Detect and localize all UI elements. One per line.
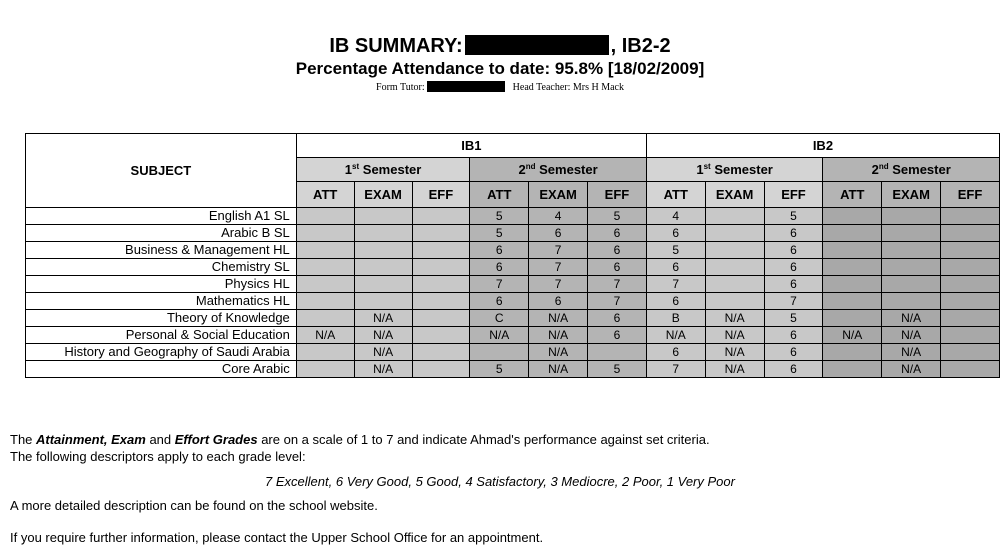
subject-name: Physics HL xyxy=(26,276,297,293)
redacted-student-name xyxy=(465,35,609,55)
grade-cell: N/A xyxy=(529,344,588,361)
grade-cell xyxy=(412,344,470,361)
grade-cell xyxy=(588,344,647,361)
table-row xyxy=(26,293,1000,310)
grade-cell xyxy=(296,276,354,293)
semester-ordinal-suffix: st xyxy=(352,162,360,171)
column-header-eff: EFF xyxy=(941,182,1000,208)
grade-cell: 6 xyxy=(588,310,647,327)
grade-cell: N/A xyxy=(354,361,412,378)
semester-header-4 xyxy=(823,158,1000,182)
footer-text: are on a scale of 1 to 7 and indicate Ahmad's performance against set criteria. xyxy=(257,432,710,447)
year-header-ib1: IB1 xyxy=(296,134,646,158)
subject-name: History and Geography of Saudi Arabia xyxy=(26,344,297,361)
semester-word: Semester xyxy=(714,162,773,177)
title-prefix: IB SUMMARY: xyxy=(329,35,463,57)
grade-cell: 6 xyxy=(646,293,705,310)
grade-cell xyxy=(941,208,1000,225)
grade-cell: B xyxy=(646,310,705,327)
title-suffix: , IB2-2 xyxy=(610,35,671,57)
grade-cell xyxy=(705,259,764,276)
grade-cell xyxy=(941,344,1000,361)
grade-cell xyxy=(941,259,1000,276)
grade-cell xyxy=(823,344,882,361)
grade-cell: 4 xyxy=(529,208,588,225)
grades-body xyxy=(26,208,1000,378)
grade-cell xyxy=(354,208,412,225)
footer-website-note: A more detailed description can be found on the school website. xyxy=(10,498,378,513)
column-header-exam: EXAM xyxy=(705,182,764,208)
semester-ordinal: 1 xyxy=(344,162,353,177)
grade-cell: 6 xyxy=(764,344,823,361)
grade-cell xyxy=(882,276,941,293)
grade-cell xyxy=(354,225,412,242)
grade-cell xyxy=(412,276,470,293)
footer-descriptor-intro: The following descriptors apply to each grade level: xyxy=(10,449,306,464)
table-row xyxy=(26,310,1000,327)
grade-cell xyxy=(705,242,764,259)
subject-name: Core Arabic xyxy=(26,361,297,378)
grade-cell: C xyxy=(470,310,529,327)
grade-cell: N/A xyxy=(705,361,764,378)
grade-cell xyxy=(412,293,470,310)
grade-cell xyxy=(941,225,1000,242)
grade-cell xyxy=(882,242,941,259)
table-row xyxy=(26,225,1000,242)
semester-ordinal: 2 xyxy=(871,162,879,177)
grade-cell: 5 xyxy=(764,208,823,225)
grade-cell xyxy=(296,225,354,242)
grade-cell xyxy=(412,259,470,276)
grade-cell: 5 xyxy=(470,208,529,225)
semester-word: Semester xyxy=(362,162,422,177)
grade-cell xyxy=(705,208,764,225)
grade-cell: N/A xyxy=(470,327,529,344)
grade-cell: 5 xyxy=(764,310,823,327)
subject-name: Mathematics HL xyxy=(26,293,297,310)
grade-cell xyxy=(823,225,882,242)
grade-cell xyxy=(296,361,354,378)
subject-name: Personal & Social Education xyxy=(26,327,297,344)
report-title xyxy=(0,34,1000,58)
grade-cell: N/A xyxy=(705,327,764,344)
grade-cell xyxy=(412,361,470,378)
grade-cell: N/A xyxy=(882,344,941,361)
grade-cell xyxy=(354,259,412,276)
grade-cell xyxy=(296,344,354,361)
grade-cell xyxy=(941,242,1000,259)
grade-cell xyxy=(412,208,470,225)
grade-cell: N/A xyxy=(354,344,412,361)
semester-header-1 xyxy=(296,158,470,182)
grade-cell: N/A xyxy=(882,310,941,327)
year-header-ib2: IB2 xyxy=(646,134,999,158)
grade-cell: 7 xyxy=(529,259,588,276)
column-header-exam: EXAM xyxy=(529,182,588,208)
form-tutor-label: Form Tutor: xyxy=(376,82,425,93)
grade-cell xyxy=(412,225,470,242)
grade-cell xyxy=(296,242,354,259)
grade-cell: 6 xyxy=(529,225,588,242)
table-row xyxy=(26,242,1000,259)
column-header-att: ATT xyxy=(470,182,529,208)
grade-cell: 7 xyxy=(470,276,529,293)
column-header-exam: EXAM xyxy=(354,182,412,208)
grade-cell: 5 xyxy=(588,208,647,225)
grade-cell xyxy=(823,242,882,259)
footer-emphasis-attainment-exam: Attainment, Exam xyxy=(36,432,146,447)
semester-word: Semester xyxy=(539,162,598,177)
subject-name: Chemistry SL xyxy=(26,259,297,276)
table-row xyxy=(26,276,1000,293)
subject-header: SUBJECT xyxy=(26,134,297,208)
grade-cell: 7 xyxy=(588,293,647,310)
grade-cell: 6 xyxy=(588,259,647,276)
grade-cell: 5 xyxy=(470,225,529,242)
grade-cell xyxy=(823,276,882,293)
grade-cell: 5 xyxy=(588,361,647,378)
column-header-eff: EFF xyxy=(588,182,647,208)
grade-cell: N/A xyxy=(354,310,412,327)
grade-cell: 5 xyxy=(470,361,529,378)
semester-word: Semester xyxy=(892,162,951,177)
grade-cell xyxy=(412,327,470,344)
grade-cell xyxy=(941,327,1000,344)
grade-cell: 6 xyxy=(470,242,529,259)
grade-cell: N/A xyxy=(529,310,588,327)
grade-cell: 6 xyxy=(764,276,823,293)
grade-cell: 6 xyxy=(588,327,647,344)
footer-emphasis-effort: Effort Grades xyxy=(174,432,258,447)
column-header-eff: EFF xyxy=(764,182,823,208)
subject-name: English A1 SL xyxy=(26,208,297,225)
column-header-att: ATT xyxy=(296,182,354,208)
subject-name: Business & Management HL xyxy=(26,242,297,259)
table-row xyxy=(26,208,1000,225)
grade-cell: 6 xyxy=(764,225,823,242)
grade-cell xyxy=(941,276,1000,293)
grade-cell: 7 xyxy=(588,276,647,293)
grade-cell: N/A xyxy=(823,327,882,344)
grade-cell xyxy=(823,293,882,310)
grade-cell xyxy=(705,225,764,242)
grade-cell: 6 xyxy=(646,259,705,276)
grade-cell xyxy=(412,242,470,259)
staff-line xyxy=(0,81,1000,94)
footer-text: and xyxy=(145,432,175,447)
grade-cell xyxy=(823,361,882,378)
grade-cell: N/A xyxy=(354,327,412,344)
grade-cell xyxy=(823,310,882,327)
grade-cell: N/A xyxy=(705,344,764,361)
grade-cell: N/A xyxy=(646,327,705,344)
grade-cell xyxy=(882,225,941,242)
grade-cell: 7 xyxy=(646,276,705,293)
grade-cell xyxy=(296,259,354,276)
column-header-eff: EFF xyxy=(412,182,470,208)
grade-cell xyxy=(823,259,882,276)
grade-cell: N/A xyxy=(882,361,941,378)
grade-cell xyxy=(412,310,470,327)
semester-header-3 xyxy=(646,158,823,182)
grade-cell xyxy=(941,293,1000,310)
grade-cell: N/A xyxy=(705,310,764,327)
grade-cell xyxy=(470,344,529,361)
table-row xyxy=(26,259,1000,276)
grade-cell: N/A xyxy=(529,361,588,378)
semester-ordinal: 2 xyxy=(518,162,526,177)
grade-cell: 6 xyxy=(529,293,588,310)
grade-cell xyxy=(941,361,1000,378)
footer-text: The xyxy=(10,432,37,447)
grade-cell: 6 xyxy=(764,242,823,259)
grade-cell: 6 xyxy=(646,344,705,361)
footer-contact-note: If you require further information, please contact the Upper School Office for an appointment. xyxy=(10,530,544,545)
grades-table xyxy=(25,133,1000,378)
grade-cell xyxy=(882,293,941,310)
grade-cell: 7 xyxy=(646,361,705,378)
head-teacher: Head Teacher: Mrs H Mack xyxy=(512,82,624,93)
grade-cell: 5 xyxy=(646,242,705,259)
grade-cell xyxy=(296,208,354,225)
grade-cell: 7 xyxy=(764,293,823,310)
table-row xyxy=(26,327,1000,344)
semester-ordinal-suffix: st xyxy=(703,162,711,171)
column-header-att: ATT xyxy=(646,182,705,208)
grade-cell: 6 xyxy=(646,225,705,242)
column-header-exam: EXAM xyxy=(882,182,941,208)
semester-ordinal-suffix: nd xyxy=(525,162,536,171)
grade-cell: 6 xyxy=(470,293,529,310)
redacted-form-tutor xyxy=(427,81,505,92)
grade-scale-descriptors: 7 Excellent, 6 Very Good, 5 Good, 4 Satisfactory, 3 Mediocre, 2 Poor, 1 Very Poor xyxy=(265,474,735,489)
grade-cell: 6 xyxy=(470,259,529,276)
grade-cell xyxy=(705,293,764,310)
grade-cell: 7 xyxy=(529,276,588,293)
grade-cell: N/A xyxy=(529,327,588,344)
grade-cell: 7 xyxy=(529,242,588,259)
grade-cell xyxy=(354,242,412,259)
subject-name: Arabic B SL xyxy=(26,225,297,242)
grade-cell: N/A xyxy=(296,327,354,344)
table-row xyxy=(26,344,1000,361)
column-header-att: ATT xyxy=(823,182,882,208)
grade-cell xyxy=(705,276,764,293)
grade-cell: N/A xyxy=(882,327,941,344)
grade-cell: 6 xyxy=(588,242,647,259)
grade-cell xyxy=(296,310,354,327)
semester-ordinal-suffix: nd xyxy=(878,162,889,171)
footer-scale-explanation xyxy=(10,432,710,447)
attendance-line: Percentage Attendance to date: 95.8% [18/02/2009] xyxy=(295,59,705,78)
grade-cell: 6 xyxy=(588,225,647,242)
grade-cell xyxy=(882,208,941,225)
grade-cell xyxy=(882,259,941,276)
grade-cell: 6 xyxy=(764,259,823,276)
semester-header-2 xyxy=(470,158,647,182)
grade-cell xyxy=(354,293,412,310)
grade-cell xyxy=(296,293,354,310)
grade-cell xyxy=(941,310,1000,327)
grade-cell: 6 xyxy=(764,361,823,378)
table-row xyxy=(26,361,1000,378)
grade-cell: 4 xyxy=(646,208,705,225)
subject-name: Theory of Knowledge xyxy=(26,310,297,327)
semester-ordinal: 1 xyxy=(696,162,704,177)
grade-cell: 6 xyxy=(764,327,823,344)
grade-cell xyxy=(354,276,412,293)
grade-cell xyxy=(823,208,882,225)
